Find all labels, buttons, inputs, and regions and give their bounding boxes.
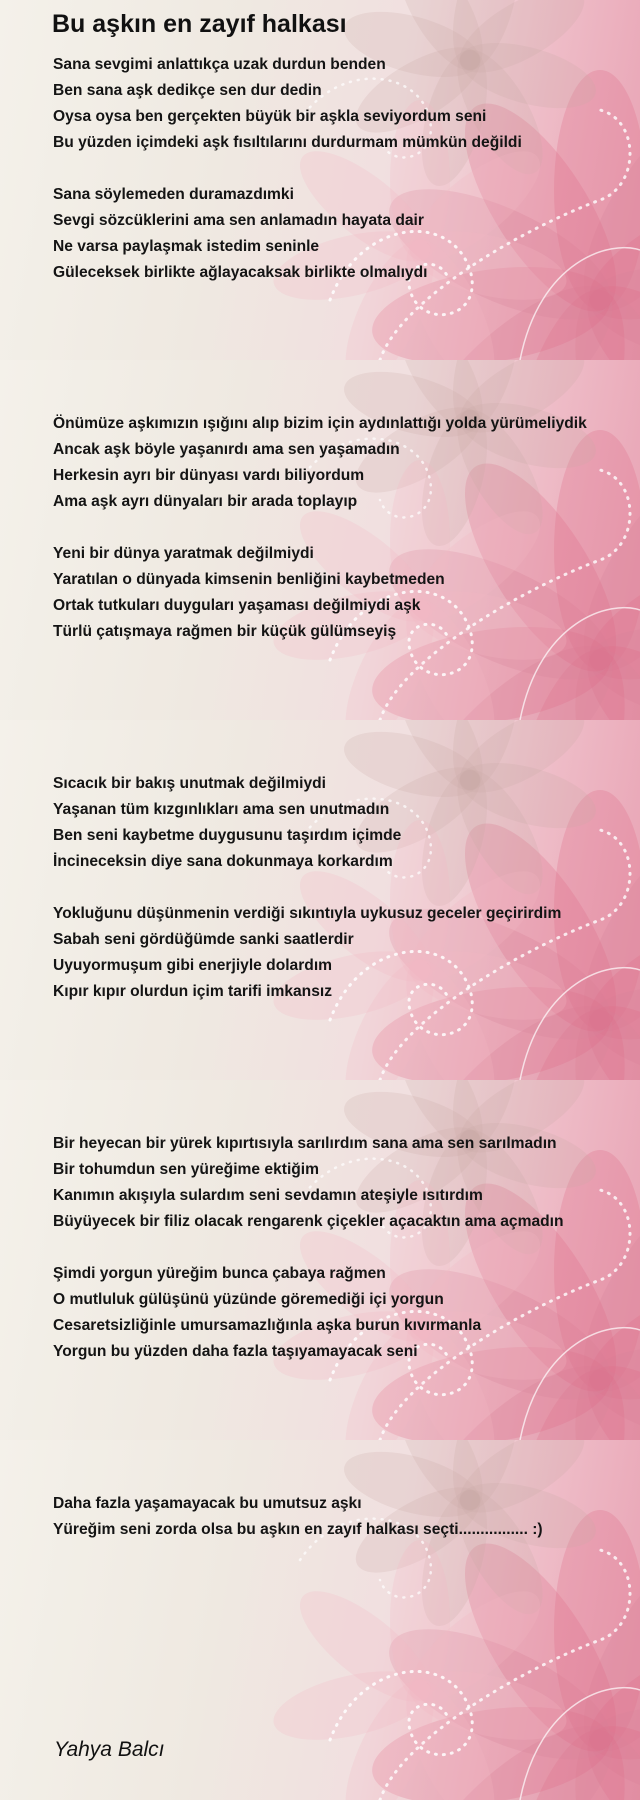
poem-line: Ama aşk ayrı dünyaları bir arada toplayıp bbox=[53, 493, 358, 510]
stanza bbox=[53, 1261, 481, 1365]
poem-title: Bu aşkın en zayıf halkası bbox=[52, 10, 347, 38]
poem-line: Güleceksek birlikte ağlayacaksak birlikte olmalıydı bbox=[53, 264, 428, 281]
poem-line: Yaşanan tüm kızgınlıkları ama sen unutmadın bbox=[53, 801, 390, 818]
poem-line: Sabah seni gördüğümde sanki saatlerdir bbox=[53, 931, 354, 948]
poem-line: Daha fazla yaşamayacak bu umutsuz aşkı bbox=[53, 1495, 362, 1512]
poem-line: Büyüyecek bir filiz olacak rengarenk çiçekler açacaktın ama açmadın bbox=[53, 1213, 564, 1230]
stanza bbox=[53, 1131, 564, 1235]
poem-line: Yeni bir dünya yaratmak değilmiydi bbox=[53, 545, 314, 562]
stanza bbox=[53, 901, 561, 1005]
poem-line: Oysa oysa ben gerçekten büyük bir aşkla seviyordum seni bbox=[53, 108, 487, 125]
poem-line: Önümüze aşkımızın ışığını alıp bizim için aydınlattığı yolda yürümeliydik bbox=[53, 415, 587, 432]
stanza bbox=[53, 541, 445, 645]
poem-line: Bir tohumdun sen yüreğime ektiğim bbox=[53, 1161, 319, 1178]
poem-line: Türlü çatışmaya rağmen bir küçük gülümseyiş bbox=[53, 623, 397, 640]
stanza bbox=[53, 411, 587, 515]
stanza bbox=[53, 52, 522, 156]
poem-line: Kıpır kıpır olurdun içim tarifi imkansız bbox=[53, 983, 333, 1000]
poem-line: Ortak tutkuları duyguları yaşaması değilmiydi aşk bbox=[53, 597, 421, 614]
poem-line: Kanımın akışıyla sulardım seni sevdamın ateşiyle ısıtırdım bbox=[53, 1187, 483, 1204]
poem-line: Sana sevgimi anlattıkça uzak durdun benden bbox=[53, 56, 386, 73]
poem-line: İncineceksin diye sana dokunmaya korkardım bbox=[53, 853, 393, 870]
poem-line: Sıcacık bir bakış unutmak değilmiydi bbox=[53, 775, 326, 792]
poem-line: Uyuyormuşum gibi enerjiyle dolardım bbox=[53, 957, 333, 974]
poem-line: Sevgi sözcüklerini ama sen anlamadın hayata dair bbox=[53, 212, 424, 229]
poem-line: Bir heyecan bir yürek kıpırtısıyla sarılırdım sana ama sen sarılmadın bbox=[53, 1135, 557, 1152]
poem-line: Sana söylemeden duramazdımki bbox=[53, 186, 294, 203]
poem-line: Yüreğim seni zorda olsa bu aşkın en zayıf halkası seçti................ :) bbox=[53, 1521, 543, 1538]
author-signature: Yahya Balcı bbox=[54, 1738, 165, 1761]
poem-line: Yaratılan o dünyada kimsenin benliğini kaybetmeden bbox=[53, 571, 445, 588]
poem-line: Ben seni kaybetme duygusunu taşırdım içimde bbox=[53, 827, 402, 844]
poem-line: Ancak aşk böyle yaşanırdı ama sen yaşamadın bbox=[53, 441, 400, 458]
poem-line: Ne varsa paylaşmak istedim seninle bbox=[53, 238, 320, 255]
poem-line: Cesaretsizliğinle umursamazlığınla aşka burun kıvırmanla bbox=[53, 1317, 482, 1334]
stanza bbox=[53, 771, 401, 875]
poem-line: O mutluluk gülüşünü yüzünde göremediği içi yorgun bbox=[53, 1291, 444, 1308]
poem-line: Ben sana aşk dedikçe sen dur dedin bbox=[53, 82, 322, 99]
stanza bbox=[53, 1491, 543, 1543]
stanza bbox=[53, 182, 427, 286]
poem-line: Herkesin ayrı bir dünyası vardı biliyordum bbox=[53, 467, 365, 484]
poem-line: Yorgun bu yüzden daha fazla taşıyamayacak seni bbox=[53, 1343, 418, 1360]
poem-line: Yokluğunu düşünmenin verdiği sıkıntıyla uykusuz geceler geçirirdim bbox=[53, 905, 562, 922]
poem-line: Şimdi yorgun yüreğim bunca çabaya rağmen bbox=[53, 1265, 386, 1282]
poem-line: Bu yüzden içimdeki aşk fısıltılarını durdurmam mümkün değildi bbox=[53, 134, 522, 151]
